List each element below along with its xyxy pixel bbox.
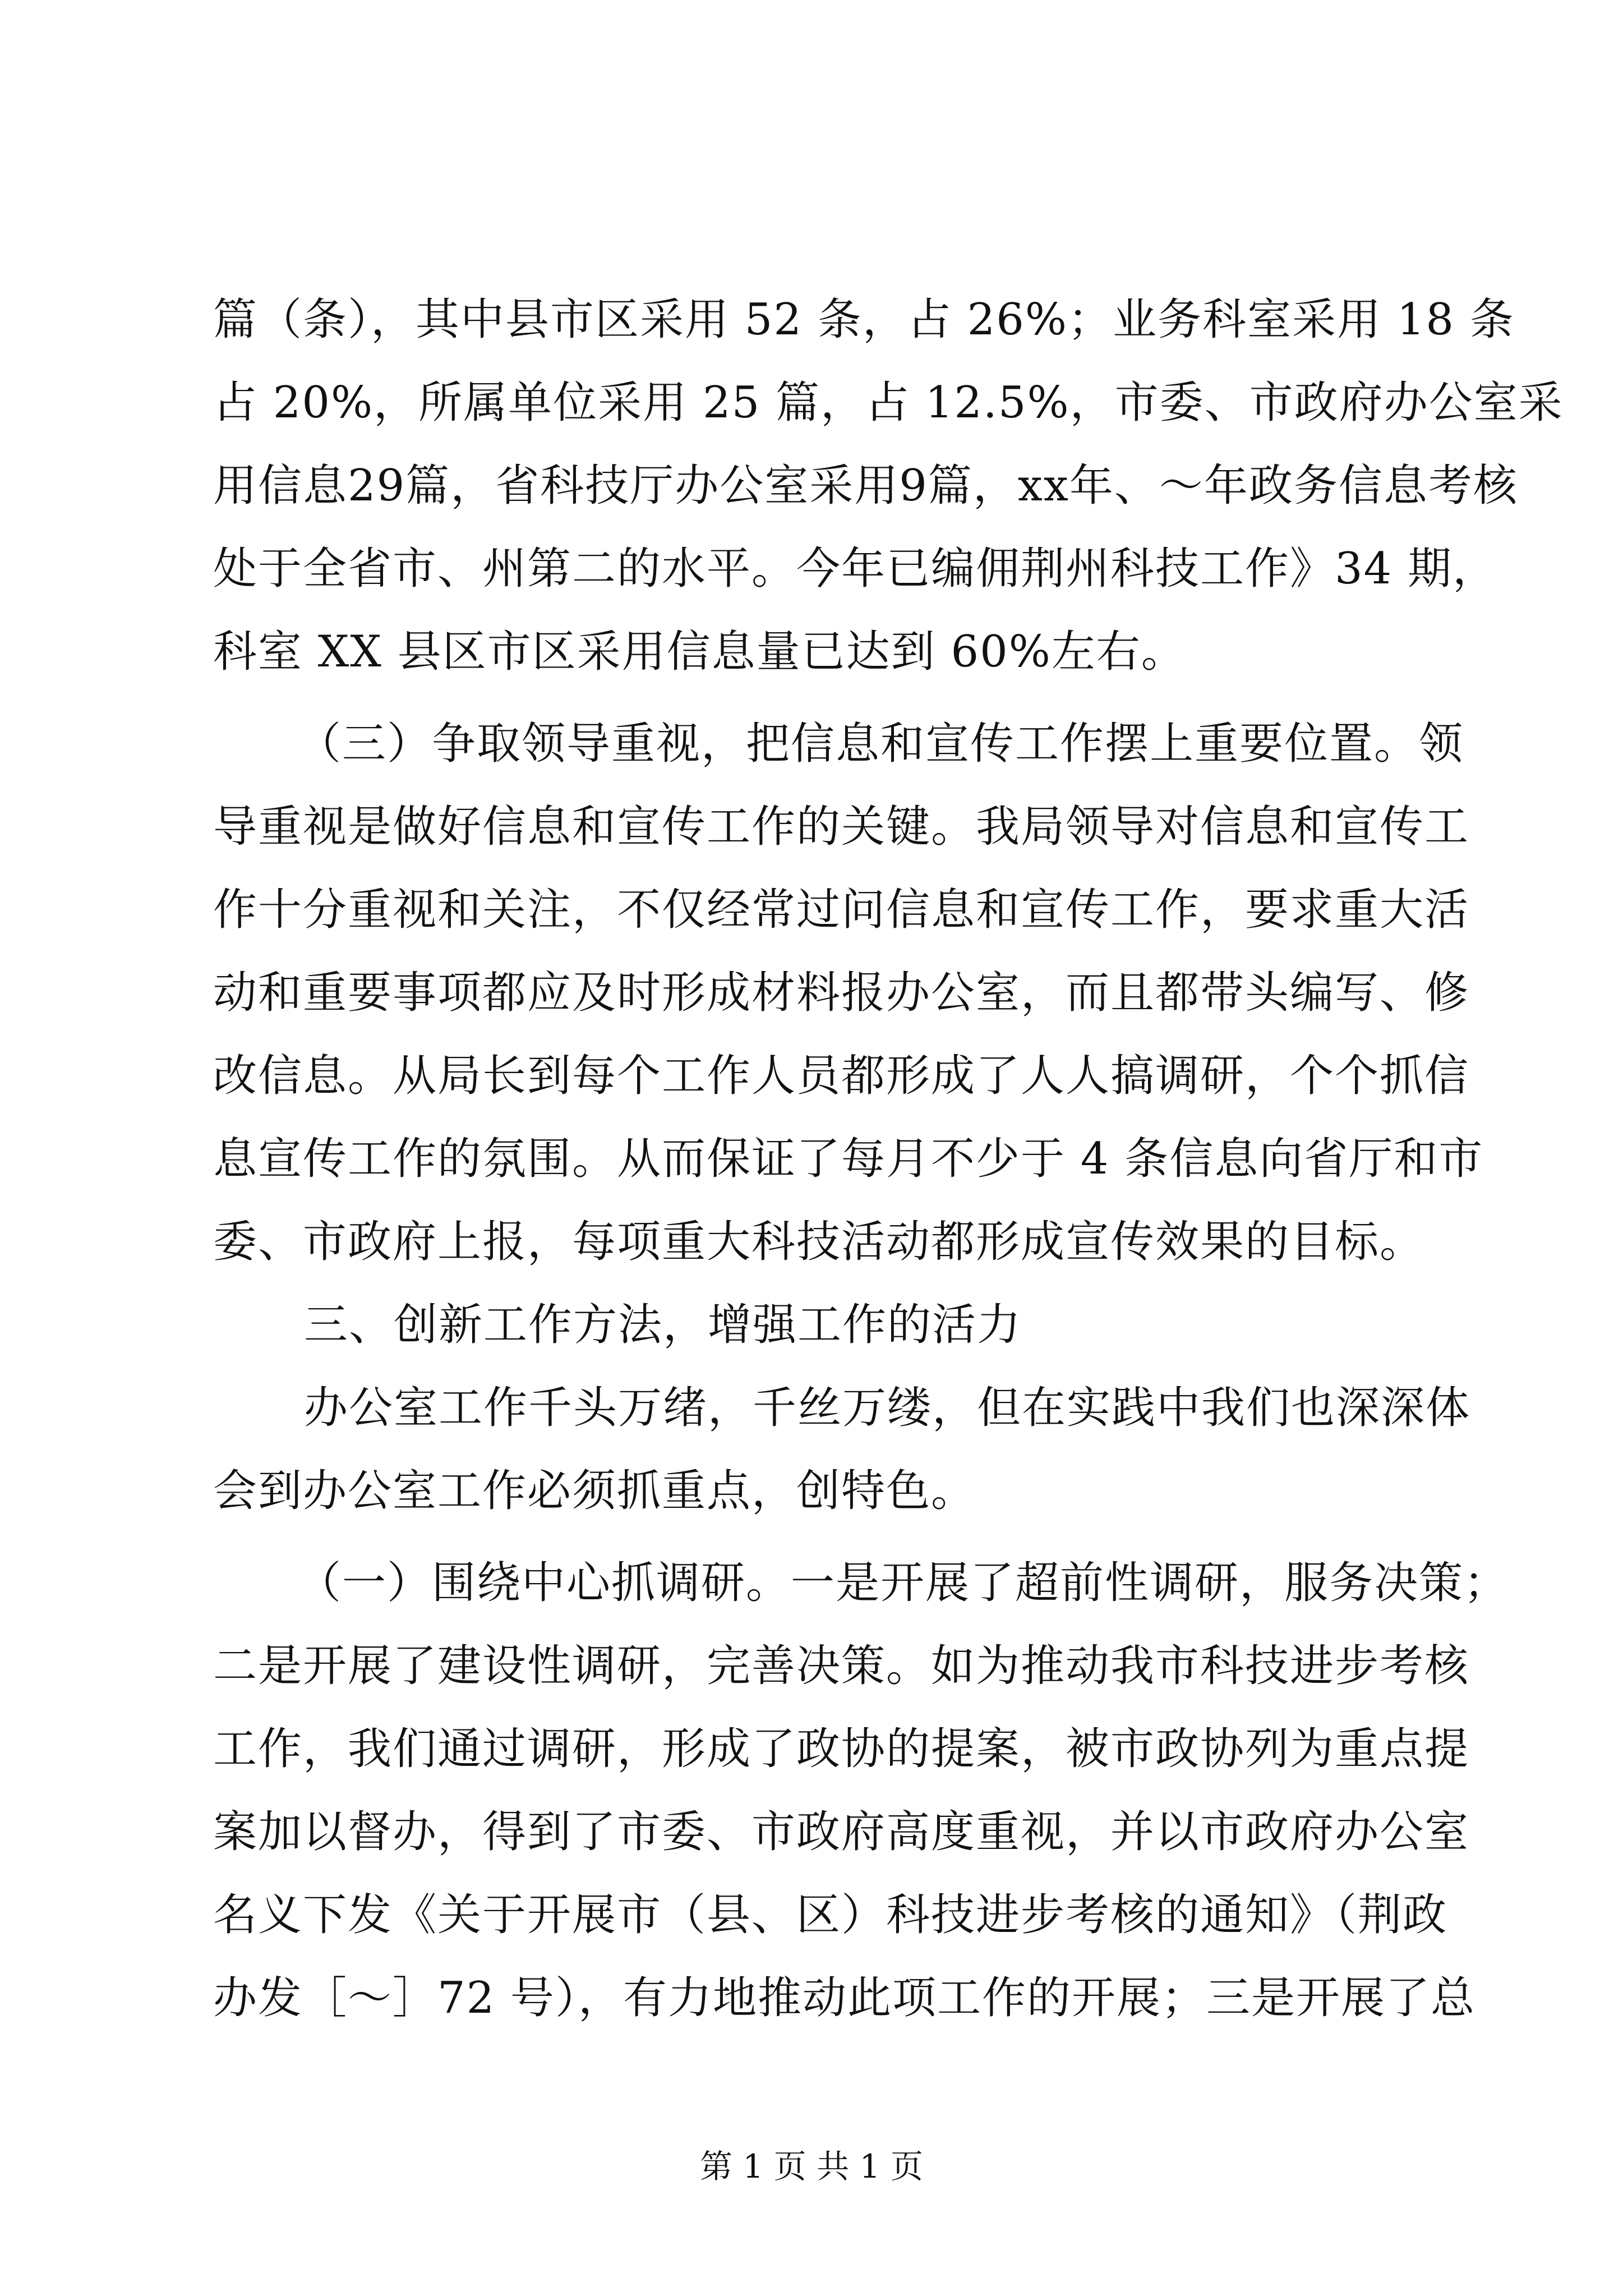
paragraph-heading-three: （三）争取领导重视，把信息和宣传工作摆上重要位置。领 <box>297 719 1464 769</box>
text-line: 二是开展了建设性调研，完善决策。如为推动我市科技进步考核 <box>213 1641 1470 1691</box>
text-line: 用信息29篇，省科技厅办公室采用9篇，xx年、～年政务信息考核 <box>213 461 1518 511</box>
text-line: 改信息。从局长到每个工作人员都形成了人人搞调研，个个抓信 <box>213 1051 1470 1101</box>
text-line: 处于全省市、州第二的水平。今年已编佣荆州科技工作》34 期， <box>213 544 1498 594</box>
text-line: 篇（条），其中县市区采用 52 条，占 26%；业务科室采用 18 条 <box>213 295 1515 345</box>
section-heading: 三、创新工作方法，增强工作的活力 <box>304 1300 1022 1350</box>
page-footer: 第 1 页 共 1 页 <box>700 2147 923 2185</box>
text-line: 会到办公室工作必须抓重点，创特色。 <box>213 1466 976 1516</box>
text-line: 导重视是做好信息和宣传工作的关键。我局领导对信息和宣传工 <box>213 802 1470 852</box>
text-line: 工作，我们通过调研，形成了政协的提案，被市政协列为重点提 <box>213 1724 1470 1774</box>
text-line: 息宣传工作的氛围。从而保证了每月不少于 4 条信息向省厅和市 <box>213 1134 1484 1184</box>
text-line: 科室 XX 县区市区采用信息量已达到 60%左右。 <box>213 627 1186 677</box>
text-line: 案加以督办，得到了市委、市政府高度重视，并以市政府办公室 <box>213 1807 1470 1857</box>
text-line: 委、市政府上报，每项重大科技活动都形成宣传效果的目标。 <box>213 1217 1425 1267</box>
text-line: 办公室工作千头万绪，千丝万缕，但在实践中我们也深深体 <box>304 1383 1471 1433</box>
text-line: 占 20%，所属单位采用 25 篇，占 12.5%，市委、市政府办公室采 <box>213 378 1564 428</box>
paragraph-heading-one: （一）围绕中心抓调研。一是开展了超前性调研，服务决策； <box>297 1558 1509 1608</box>
text-line: 名义下发《关于开展市（县、区）科技进步考核的通知》（荆政 <box>213 1890 1448 1940</box>
text-line: 动和重要事项都应及时形成材料报办公室，而且都带头编写、修 <box>213 968 1470 1018</box>
text-line: 办发［～］72 号），有力地推动此项工作的开展；三是开展了总 <box>213 1973 1476 2023</box>
text-line: 作十分重视和关注，不仅经常过问信息和宣传工作，要求重大活 <box>213 885 1470 935</box>
